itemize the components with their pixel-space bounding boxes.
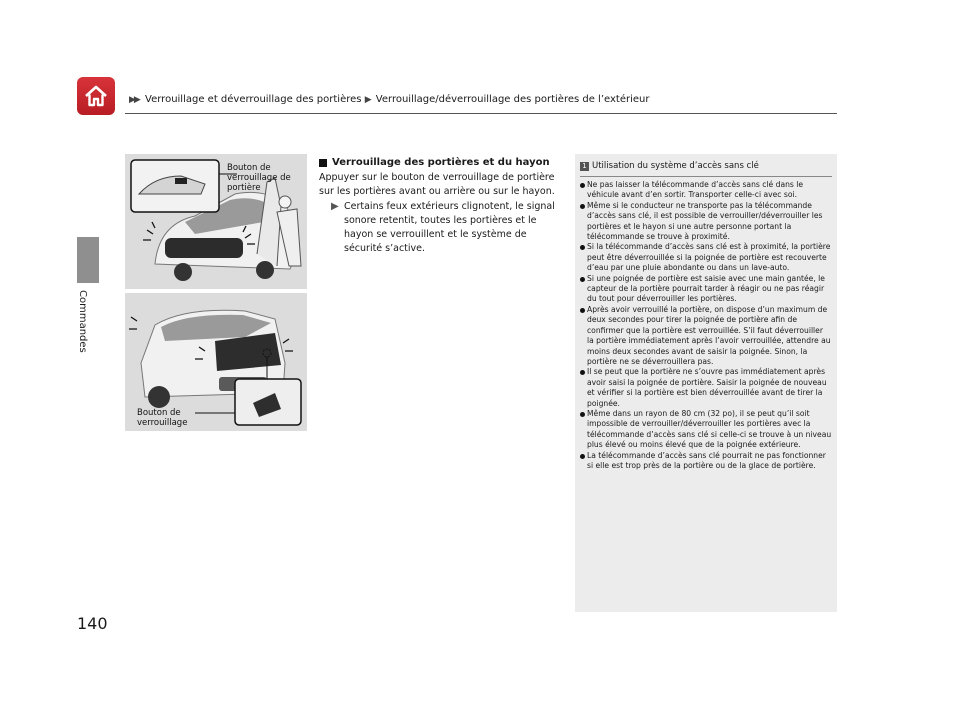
home-icon bbox=[82, 82, 110, 110]
list-item: Si la télécommande d’accès sans clé est à proximité, la portière peut être déverrouillée si la poignée de portière est recouverte d’eau par une pluie abondante ou dans un lave-auto. bbox=[580, 242, 832, 273]
figure-front-door-lock bbox=[125, 154, 307, 289]
list-item: Ne pas laisser la télécommande d’accès sans clé dans le véhicule avant d’en sortir. Transporter celle-ci avec soi. bbox=[580, 180, 832, 201]
breadcrumb bbox=[129, 94, 649, 105]
section-intro: Appuyer sur le bouton de verrouillage de portière sur les portières avant ou arrière ou sur le hayon. bbox=[319, 172, 555, 197]
list-item: Même si le conducteur ne transporte pas la télécommande d’accès sans clé, il est possible de verrouiller/déverrouiller les portières et le hayon si une autre personne portant la télécommande se trouve à proximité. bbox=[580, 201, 832, 243]
list-item: Il se peut que la portière ne s’ouvre pas immédiatement après avoir saisi la poignée de portière. Saisir la poignée de nouveau et vérifier si la portière est bien déverrouillée avant de tirer la poignée. bbox=[580, 367, 832, 409]
section-title: Verrouillage des portières et du hayon bbox=[332, 157, 550, 168]
chapter-tab[interactable] bbox=[77, 237, 99, 283]
list-item: Après avoir verrouillé la portière, on dispose d’un maximum de deux secondes pour tirer la poignée de portière afin de confirmer que la portière est verrouillée. S’il faut déverrouiller la portière immédiatement après l’avoir verrouillée, attendre au moins deux secondes avant de saisir la poignée. Sinon, la portière ne se déverrouillera pas. bbox=[580, 305, 832, 367]
callout-door-lock-button: Bouton de verrouillage de portière bbox=[227, 163, 291, 193]
home-button[interactable] bbox=[77, 77, 115, 115]
arrow-right-icon: ▶ bbox=[331, 201, 339, 212]
sidebar-notes bbox=[575, 154, 837, 612]
result-note-text: Certains feux extérieurs clignotent, le signal sonore retentit, toutes les portières et le hayon se verrouillent et le système de sécurité s’active. bbox=[344, 201, 555, 254]
header-divider bbox=[125, 113, 837, 114]
page-number: 140 bbox=[77, 614, 108, 633]
bullet-list bbox=[580, 180, 832, 471]
list-item: Même dans un rayon de 80 cm (32 po), il se peut qu’il soit impossible de verrouiller/déverrouiller les portières avec la télécommande d’accès sans clé si celle-ci se trouve à un niveau plus élevé ou moins élevé que de la poignée extérieure. bbox=[580, 409, 832, 451]
figure-tailgate-lock bbox=[125, 293, 307, 431]
list-item: La télécommande d’accès sans clé pourrait ne pas fonctionner si elle est trop près de la portière ou de la glace de portière. bbox=[580, 451, 832, 472]
note-number-badge: 1 bbox=[580, 162, 589, 171]
sidebar-title: Utilisation du système d’accès sans clé bbox=[592, 161, 759, 171]
breadcrumb-item-lock-unlock[interactable]: Verrouillage et déverrouillage des portières bbox=[145, 94, 362, 105]
square-bullet-icon bbox=[319, 159, 327, 167]
breadcrumb-arrow-icon: ▶ bbox=[364, 95, 370, 105]
chapter-label: Commandes bbox=[77, 290, 88, 353]
callout-lock-button: Bouton de verrouillage bbox=[137, 408, 188, 428]
sidebar-heading bbox=[580, 161, 759, 171]
section-heading bbox=[319, 156, 564, 170]
sidebar-divider bbox=[580, 176, 832, 177]
list-item: Si une poignée de portière est saisie avec une main gantée, le capteur de la portière pourrait tarder à réagir ou ne pas réagir du tout pour déverrouiller les portières. bbox=[580, 274, 832, 305]
breadcrumb-item-exterior[interactable]: Verrouillage/déverrouillage des portières de l’extérieur bbox=[375, 94, 650, 105]
main-content bbox=[319, 156, 564, 256]
breadcrumb-arrow-icon: ▶▶ bbox=[129, 95, 139, 105]
result-note bbox=[331, 200, 564, 256]
